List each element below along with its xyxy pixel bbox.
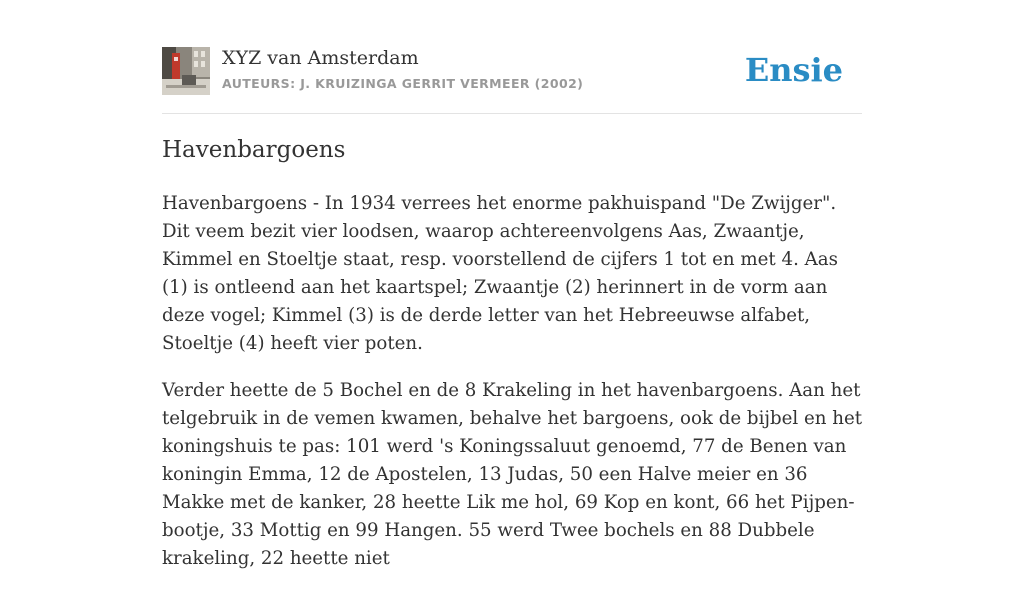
entry-paragraph-1: Havenbargoens - In 1934 verrees het enorme pakhuispand "De Zwijger". Dit veem bezit vier loodsen, waarop achtereenvolgens Aas, Zwaantje, Kimmel en Stoeltje staat, resp. voorstellend de cijfers 1 tot en met 4. Aas (1) is ontleend aan het kaartspel; Zwaantje (2) herinnert in de vorm aan deze vogel; Kimmel (3) is de derde letter van het Hebreeuwse alfabet, Stoeltje (4) heeft vier poten. xyxy=(162,193,838,354)
ensie-logo[interactable]: Ensie xyxy=(744,51,843,89)
header-divider xyxy=(162,113,862,114)
book-cover-image xyxy=(162,47,210,95)
entry-paragraph-2: Verder heette de 5 Bochel en de 8 Krakeling in het havenbargoens. Aan het telgebruik in de vemen kwamen, behalve het bargoens, ook de bijbel en het koningshuis te pas: 101 werd 's Koningssaluut genoemd, 77 de Benen van koningin Emma, 12 de Apostelen, 13 Judas, 50 een Halve meier en 36 Makke met de kanker, 28 heette Lik me hol, 69 Kop en kont, 66 het Pijpen- bootje, 33 Mottig en 99 Hangen. 55 werd Twee bochels en 88 Dubbele krakeling, 22 heette niet xyxy=(162,380,863,569)
book-authors: AUTEURS: J. KRUIZINGA GERRIT VERMEER (2002) xyxy=(222,76,584,91)
book-cover-avatar[interactable] xyxy=(162,47,210,95)
entry-title: Havenbargoens xyxy=(162,137,346,163)
book-header xyxy=(162,45,862,97)
book-title[interactable]: XYZ van Amsterdam xyxy=(222,47,419,69)
entry-body xyxy=(162,190,866,592)
